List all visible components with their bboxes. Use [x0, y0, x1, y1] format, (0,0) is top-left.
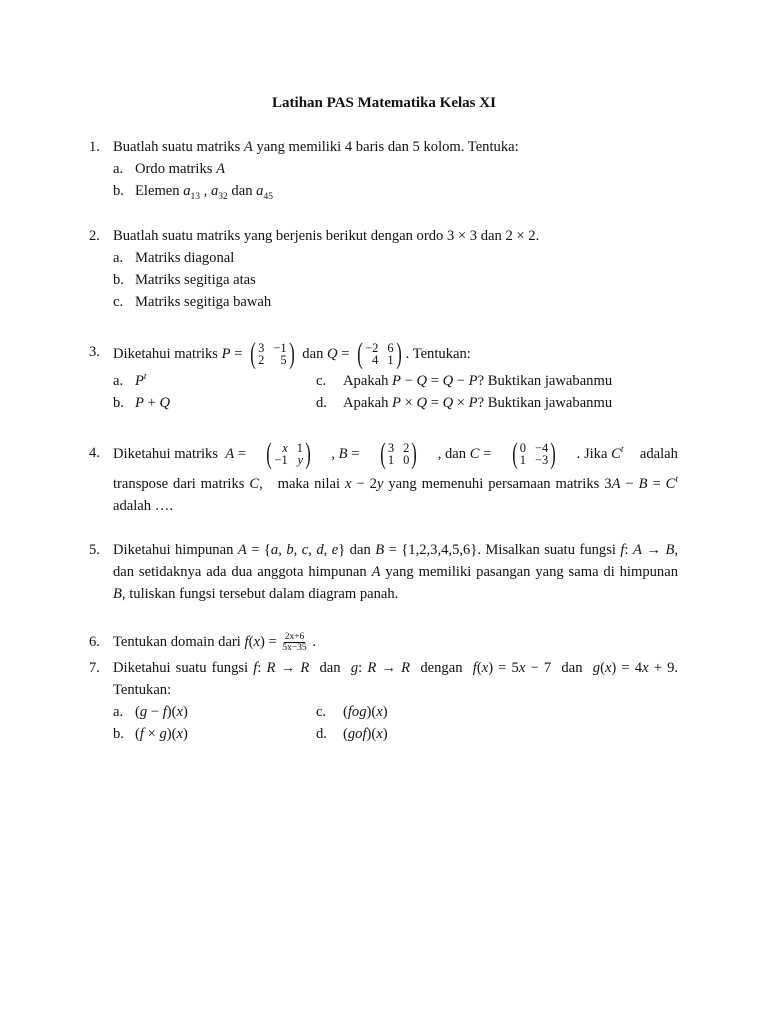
sub-item-c: c. Matriks segitiga bawah — [113, 294, 272, 310]
question-3 — [89, 338, 678, 414]
sub-item-b: b. Elemen $a_{13}$ , $a_{32}$ dan $a_{45}$ — [113, 183, 273, 202]
question-text: Tentukan domain dari f(x) = $\frac{2x+6}{5x-35}$ . — [113, 631, 316, 653]
question-number: 4. — [89, 445, 100, 461]
sub-item-b: b. Matriks segitiga atas — [113, 272, 256, 288]
page-title: Latihan PAS Matematika Kelas XI — [272, 95, 496, 111]
question-text-line-1: Diketahui matriks A = ( x 1 −1 y ) , B = ( 3 2 1 0 ) , dan C = ( 0 −4 1 −3 ) . Jika $C^t$ adalah — [113, 437, 678, 470]
question-text: Buatlah suatu matriks A yang memiliki 4 baris dan 5 kolom. Tentuka: — [113, 139, 519, 155]
question-number: 5. — [89, 542, 100, 558]
question-text: Diketahui matriks P = ( 3 −1 2 5 ) dan Q = ( −2 6 4 1 ) . Tentukan: — [113, 337, 471, 370]
question-1 — [89, 136, 678, 202]
sub-item-b: b. (f × g)(x) — [113, 726, 188, 742]
question-text: Diketahui suatu fungsi f: R → R dan g: R → R dengan f(x) = 5x − 7 dan g(x) = 4x + 9. Tentukan: — [113, 660, 679, 698]
question-text: Diketahui himpunan A = {a, b, c, d, e} dan B = {1,2,3,4,5,6}. Misalkan suatu fungsi f: A → B, dan setidaknya ada dua anggota himpunan A yang memiliki pasangan yang sama di himpunan B, tuliskan fungsi tersebut dalam diagram panah. — [113, 542, 679, 602]
fraction: $\frac{2x+6}{5x-35}$ — [282, 631, 307, 653]
question-4 — [89, 437, 678, 517]
question-number: 3. — [89, 344, 100, 360]
question-number: 7. — [89, 660, 100, 676]
matrix-b: ( 3 2 1 0 ) — [380, 437, 418, 470]
question-text: Buatlah suatu matriks yang berjenis berikut dengan ordo 3 × 3 dan 2 × 2. — [113, 228, 540, 244]
sub-item-d: d. (gof)(x) — [316, 726, 388, 742]
question-number: 2. — [89, 228, 100, 244]
sub-item-a: a. Matriks diagonal — [113, 250, 235, 266]
question-5 — [89, 539, 678, 605]
sub-item-c: c. Apakah P − Q = Q − P? Buktikan jawabanmu — [316, 373, 613, 389]
question-text-rest: transpose dari matriks C, maka nilai x − 2y yang memenuhi persamaan matriks $3A - B = C^t$ adalah …. — [113, 475, 679, 514]
sub-item-a: a. $P^t$ — [113, 372, 147, 389]
sub-item-c: c. (fog)(x) — [316, 704, 388, 720]
sub-item-a: a. (g − f)(x) — [113, 704, 188, 720]
sub-item-a: a. Ordo matriks A — [113, 161, 225, 177]
question-7 — [89, 657, 678, 745]
question-6 — [89, 629, 678, 655]
sub-item-d: d. Apakah P × Q = Q × P? Buktikan jawabanmu — [316, 395, 613, 411]
sub-item-b: b. P + Q — [113, 395, 170, 411]
matrix-q: ( −2 6 4 1 ) — [357, 337, 402, 370]
matrix-a: ( x 1 −1 y ) — [266, 437, 311, 470]
question-2 — [89, 225, 678, 313]
matrix-c: ( 0 −4 1 −3 ) — [511, 437, 557, 470]
question-number: 6. — [89, 634, 100, 650]
question-number: 1. — [89, 139, 100, 155]
matrix-p: ( 3 −1 2 5 ) — [250, 337, 295, 370]
